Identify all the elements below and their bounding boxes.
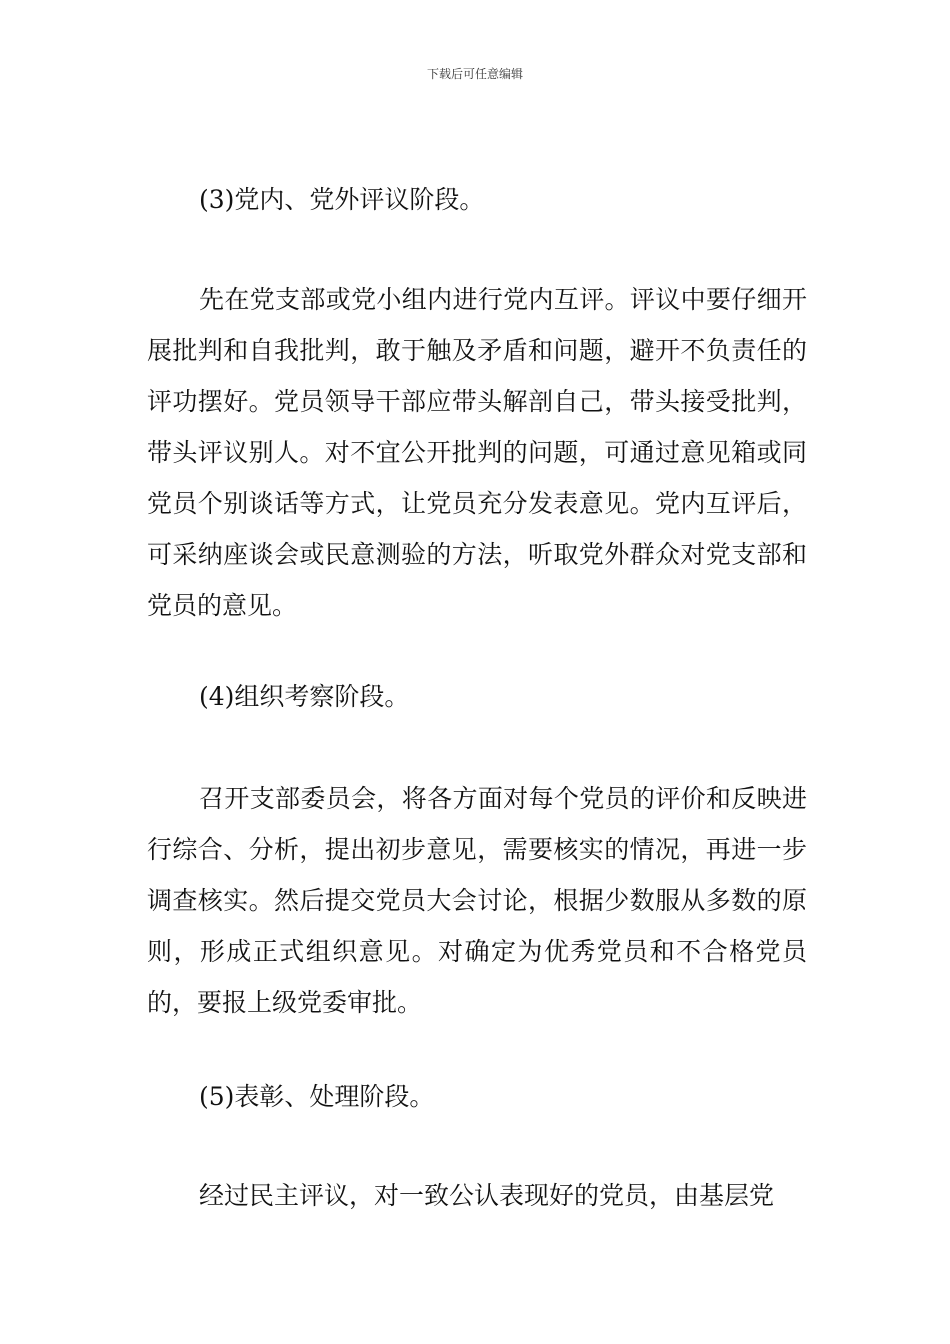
section-paragraph-3: 先在党支部或党小组内进行党内互评。评议中要仔细开展批判和自我批判，敢于触及矛盾和问题，避开不负责任的评功摆好。党员领导干部应带头解剖自己，带头接受批判，带头评议别人。对不宜公开批判的问题，可通过意见箱或同党员个别谈话等方式，让党员充分发表意见。党内互评后，可采纳座谈会或民意测验的方法，听取党外群众对党支部和党员的意见。 [147, 285, 807, 620]
section-heading-3: (3)党内、党外评议阶段。 [199, 185, 485, 214]
section-paragraph-4: 召开支部委员会，将各方面对每个党员的评价和反映进行综合、分析，提出初步意见，需要核实的情况，再进一步调查核实。然后提交党员大会讨论，根据少数服从多数的原则，形成正式组织意见。对确定为优秀党员和不合格党员的，要报上级党委审批。 [147, 784, 807, 1017]
section-heading-4: (4)组织考察阶段。 [199, 682, 410, 711]
section-paragraph-5: 经过民主评议，对一致公认表现好的党员，由基层党 [199, 1181, 775, 1210]
section-heading-5: (5)表彰、处理阶段。 [199, 1082, 435, 1111]
header-note: 下载后可任意编辑 [426, 67, 523, 81]
